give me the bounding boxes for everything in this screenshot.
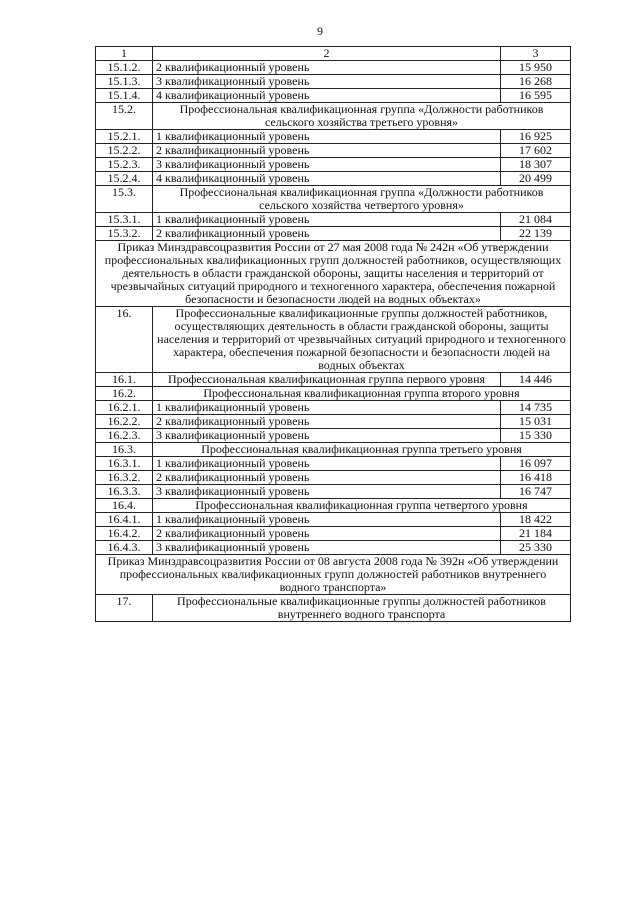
- order-reference: Приказ Минздравсоцразвития России от 08 августа 2008 года № 392н «Об утверждении профессиональных квалификационных групп должностей работников внутреннего водного транспорта»: [96, 555, 571, 595]
- row-number: 15.2.3.: [96, 158, 153, 172]
- row-value: 16 418: [501, 471, 571, 485]
- row-number: 16.4.3.: [96, 541, 153, 555]
- group-row: [96, 499, 571, 513]
- row-number: 15.2.1.: [96, 130, 153, 144]
- row-label: 2 квалификационный уровень: [153, 415, 501, 429]
- row-number: 16.3.3.: [96, 485, 153, 499]
- row-value: 22 139: [501, 227, 571, 241]
- row-number: 15.2.4.: [96, 172, 153, 186]
- order-row: [96, 555, 571, 595]
- row-number: 16.2.1.: [96, 401, 153, 415]
- group-row: [96, 186, 571, 213]
- row-number: 15.2.2.: [96, 144, 153, 158]
- row-label: 1 квалификационный уровень: [153, 513, 501, 527]
- table-row: [96, 457, 571, 471]
- group-number: 15.2.: [96, 103, 153, 130]
- row-label: Профессиональная квалификационная группа первого уровня: [153, 373, 501, 387]
- row-label: 3 квалификационный уровень: [153, 485, 501, 499]
- table-row: [96, 541, 571, 555]
- row-label: 3 квалификационный уровень: [153, 429, 501, 443]
- table-row: [96, 227, 571, 241]
- row-label: 3 квалификационный уровень: [153, 541, 501, 555]
- row-value: 15 950: [501, 61, 571, 75]
- row-label: 2 квалификационный уровень: [153, 227, 501, 241]
- table-row: [96, 89, 571, 103]
- row-value: 16 595: [501, 89, 571, 103]
- group-number: 16.3.: [96, 443, 153, 457]
- row-label: 1 квалификационный уровень: [153, 213, 501, 227]
- header-col-1: 1: [96, 47, 153, 61]
- row-number: 16.3.2.: [96, 471, 153, 485]
- table-header-row: [96, 47, 571, 61]
- row-value: 15 330: [501, 429, 571, 443]
- row-value: 14 735: [501, 401, 571, 415]
- table-row: [96, 513, 571, 527]
- row-label: 1 квалификационный уровень: [153, 457, 501, 471]
- row-label: 1 квалификационный уровень: [153, 130, 501, 144]
- group-title: Профессиональная квалификационная группа второго уровня: [153, 387, 571, 401]
- row-label: 3 квалификационный уровень: [153, 75, 501, 89]
- row-value: 18 422: [501, 513, 571, 527]
- table-row: [96, 485, 571, 499]
- group-title: Профессиональная квалификационная группа «Должности работников сельского хозяйства третьего уровня»: [153, 103, 571, 130]
- row-number: 15.1.2.: [96, 61, 153, 75]
- table-row: [96, 415, 571, 429]
- group-number: 16.2.: [96, 387, 153, 401]
- page-number: 9: [317, 24, 323, 38]
- row-number: 15.1.3.: [96, 75, 153, 89]
- row-value: 16 925: [501, 130, 571, 144]
- table-row: [96, 144, 571, 158]
- row-number: 16.2.2.: [96, 415, 153, 429]
- row-label: 2 квалификационный уровень: [153, 144, 501, 158]
- row-number: 16.4.1.: [96, 513, 153, 527]
- table-row: [96, 75, 571, 89]
- row-label: 1 квалификационный уровень: [153, 401, 501, 415]
- row-value: 15 031: [501, 415, 571, 429]
- row-number: 15.3.2.: [96, 227, 153, 241]
- row-value: 16 747: [501, 485, 571, 499]
- row-number: 16.1.: [96, 373, 153, 387]
- row-value: 16 097: [501, 457, 571, 471]
- header-col-2: 2: [153, 47, 501, 61]
- group-row: [96, 103, 571, 130]
- row-number: 15.3.1.: [96, 213, 153, 227]
- table-row: [96, 213, 571, 227]
- group-title: Профессиональная квалификационная группа четвертого уровня: [153, 499, 571, 513]
- salary-table: [95, 46, 571, 622]
- group-title: Профессиональные квалификационные группы должностей работников внутреннего водного транспорта: [153, 595, 571, 622]
- group-title: Профессиональная квалификационная группа «Должности работников сельского хозяйства четвертого уровня»: [153, 186, 571, 213]
- order-reference: Приказ Минздравсоцразвития России от 27 мая 2008 года № 242н «Об утверждении профессиональных квалификационных групп должностей работников, осуществляющих деятельность в области гражданской обороны, защиты населения и территорий от чрезвычайных ситуаций природного и техногенного характера, обеспечения пожарной безопасности и безопасности людей на водных объектах»: [96, 241, 571, 307]
- group-title: Профессиональные квалификационные группы должностей работников, осуществляющих деятельность в области гражданской обороны, защиты населения и территорий от чрезвычайных ситуаций природного и техногенного характера, обеспечения пожарной безопасности и безопасности людей на водных объектах: [153, 307, 571, 373]
- group-row: [96, 307, 571, 373]
- row-value: 14 446: [501, 373, 571, 387]
- group-row: [96, 443, 571, 457]
- group-row: [96, 595, 571, 622]
- row-value: 25 330: [501, 541, 571, 555]
- table-row: [96, 61, 571, 75]
- table-row: [96, 373, 571, 387]
- group-number: 16.4.: [96, 499, 153, 513]
- table-row: [96, 158, 571, 172]
- table-row: [96, 527, 571, 541]
- row-label: 2 квалификационный уровень: [153, 527, 501, 541]
- order-row: [96, 241, 571, 307]
- row-value: 20 499: [501, 172, 571, 186]
- row-value: 21 184: [501, 527, 571, 541]
- row-value: 17 602: [501, 144, 571, 158]
- table-row: [96, 471, 571, 485]
- row-number: 15.1.4.: [96, 89, 153, 103]
- group-row: [96, 387, 571, 401]
- row-value: 18 307: [501, 158, 571, 172]
- group-title: Профессиональная квалификационная группа третьего уровня: [153, 443, 571, 457]
- row-number: 16.2.3.: [96, 429, 153, 443]
- row-label: 4 квалификационный уровень: [153, 89, 501, 103]
- row-value: 21 084: [501, 213, 571, 227]
- header-col-3: 3: [501, 47, 571, 61]
- table-row: [96, 401, 571, 415]
- row-label: 3 квалификационный уровень: [153, 158, 501, 172]
- row-value: 16 268: [501, 75, 571, 89]
- row-label: 2 квалификационный уровень: [153, 471, 501, 485]
- table-row: [96, 172, 571, 186]
- table-row: [96, 130, 571, 144]
- row-number: 16.4.2.: [96, 527, 153, 541]
- row-label: 4 квалификационный уровень: [153, 172, 501, 186]
- group-number: 17.: [96, 595, 153, 622]
- row-label: 2 квалификационный уровень: [153, 61, 501, 75]
- group-number: 16.: [96, 307, 153, 373]
- row-number: 16.3.1.: [96, 457, 153, 471]
- group-number: 15.3.: [96, 186, 153, 213]
- table-row: [96, 429, 571, 443]
